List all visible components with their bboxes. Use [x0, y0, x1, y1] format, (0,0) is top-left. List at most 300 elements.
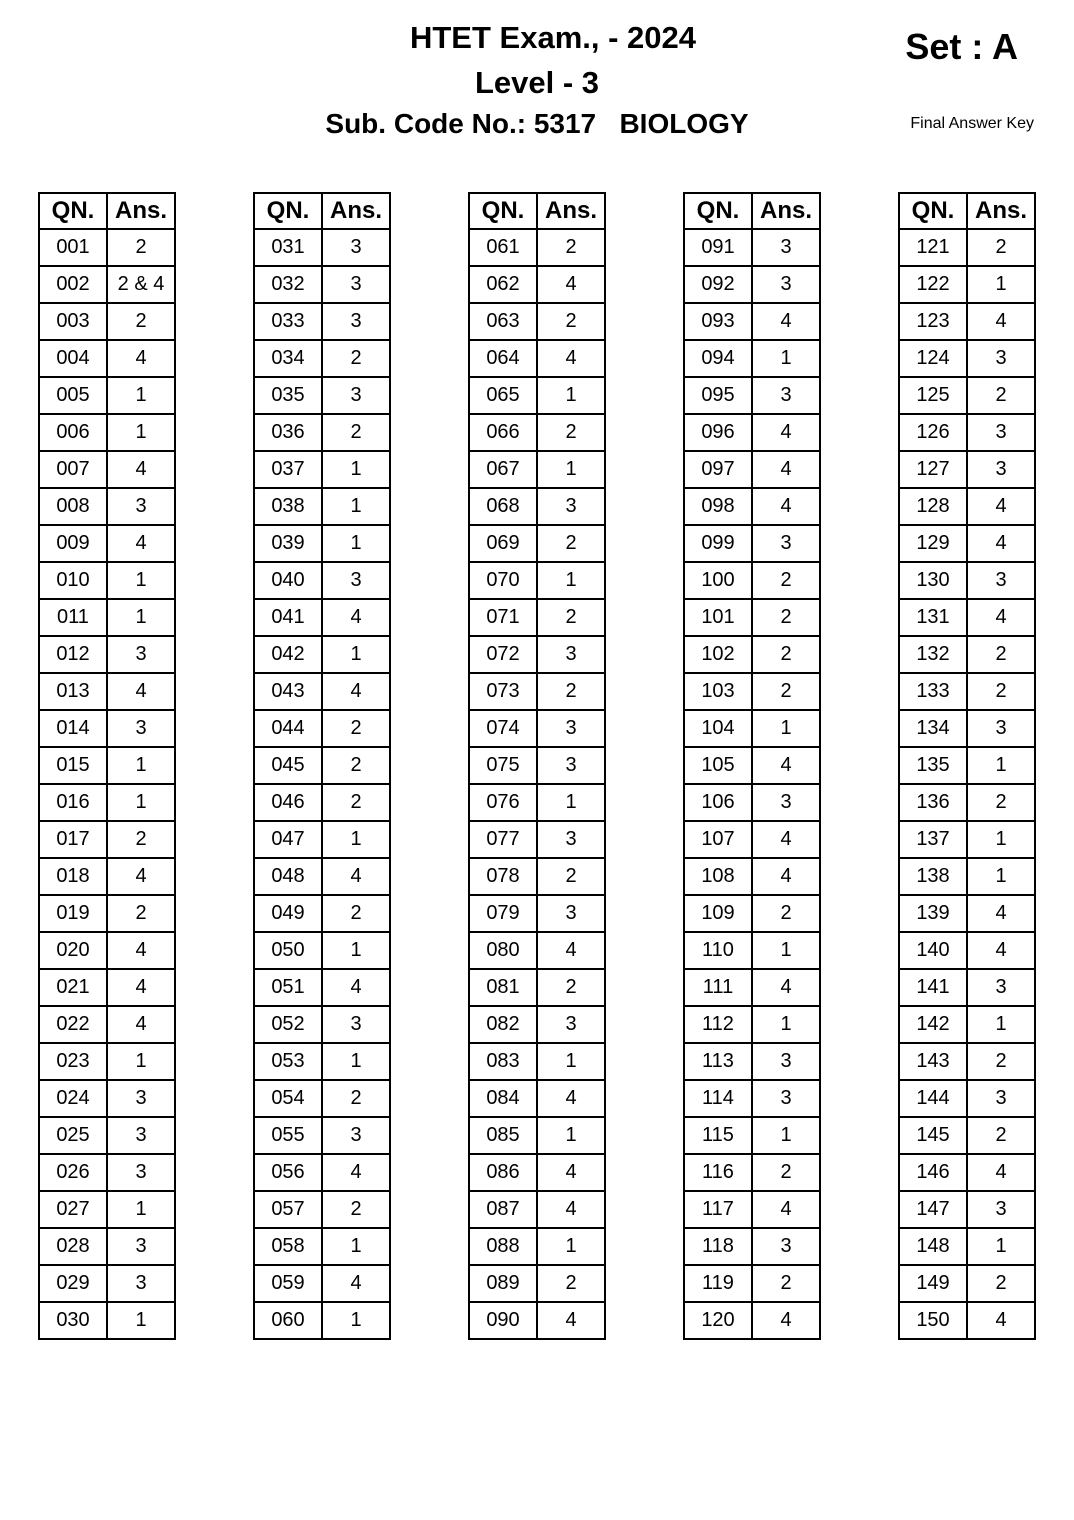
answer-value: 1 — [107, 1191, 175, 1228]
answer-value: 3 — [967, 1080, 1035, 1117]
answer-value: 1 — [107, 599, 175, 636]
table-row — [469, 1228, 605, 1265]
answer-value: 3 — [537, 895, 605, 932]
table-row — [684, 303, 820, 340]
answer-value: 2 — [537, 858, 605, 895]
answer-value: 3 — [322, 1117, 390, 1154]
question-number: 118 — [684, 1228, 752, 1265]
answer-value: 4 — [107, 932, 175, 969]
table-row — [254, 636, 390, 673]
table-row — [39, 562, 175, 599]
question-number: 045 — [254, 747, 322, 784]
answer-value: 3 — [752, 1228, 820, 1265]
question-number: 069 — [469, 525, 537, 562]
answer-value: 3 — [537, 636, 605, 673]
ans-header: Ans. — [537, 193, 605, 229]
answer-value: 1 — [537, 784, 605, 821]
question-number: 106 — [684, 784, 752, 821]
answer-value: 2 — [752, 895, 820, 932]
table-row — [39, 1302, 175, 1339]
answer-value: 3 — [967, 340, 1035, 377]
question-number: 026 — [39, 1154, 107, 1191]
question-number: 073 — [469, 673, 537, 710]
answer-value: 2 — [537, 599, 605, 636]
table-row — [684, 969, 820, 1006]
answer-value: 2 — [967, 1117, 1035, 1154]
question-number: 148 — [899, 1228, 967, 1265]
table-row — [254, 525, 390, 562]
question-number: 055 — [254, 1117, 322, 1154]
table-row — [899, 821, 1035, 858]
question-number: 019 — [39, 895, 107, 932]
table-row — [899, 1043, 1035, 1080]
table-row — [469, 1006, 605, 1043]
answer-value: 3 — [322, 303, 390, 340]
answer-value: 1 — [322, 488, 390, 525]
answer-value: 1 — [752, 1006, 820, 1043]
table-row — [469, 858, 605, 895]
answer-value: 3 — [752, 229, 820, 266]
question-number: 029 — [39, 1265, 107, 1302]
answer-value: 2 — [107, 821, 175, 858]
answer-value: 4 — [537, 1302, 605, 1339]
question-number: 003 — [39, 303, 107, 340]
answer-value: 1 — [322, 451, 390, 488]
table-row — [469, 1043, 605, 1080]
answer-value: 1 — [752, 1117, 820, 1154]
answer-value: 2 — [322, 340, 390, 377]
answer-value: 3 — [537, 821, 605, 858]
table-row — [39, 858, 175, 895]
question-number: 040 — [254, 562, 322, 599]
question-number: 009 — [39, 525, 107, 562]
answer-value: 3 — [752, 784, 820, 821]
table-row — [39, 821, 175, 858]
question-number: 015 — [39, 747, 107, 784]
question-number: 092 — [684, 266, 752, 303]
qn-header: QN. — [254, 193, 322, 229]
table-row — [254, 710, 390, 747]
table-row — [254, 303, 390, 340]
question-number: 051 — [254, 969, 322, 1006]
table-row — [254, 377, 390, 414]
answer-value: 4 — [107, 673, 175, 710]
table-row — [254, 1302, 390, 1339]
answer-value: 4 — [967, 1302, 1035, 1339]
table-row — [39, 747, 175, 784]
answer-value: 2 — [322, 895, 390, 932]
table-row — [39, 340, 175, 377]
question-number: 001 — [39, 229, 107, 266]
table-row — [684, 636, 820, 673]
answer-value: 2 — [537, 1265, 605, 1302]
answer-value: 2 — [967, 377, 1035, 414]
answer-value: 1 — [322, 1302, 390, 1339]
question-number: 068 — [469, 488, 537, 525]
qn-header: QN. — [469, 193, 537, 229]
table-row — [899, 303, 1035, 340]
answer-value: 1 — [967, 1228, 1035, 1265]
table-row — [684, 599, 820, 636]
level-title: Level - 3 — [474, 65, 600, 100]
table-header-row — [684, 193, 820, 229]
answer-value: 3 — [107, 710, 175, 747]
answer-value: 3 — [322, 266, 390, 303]
question-number: 056 — [254, 1154, 322, 1191]
table-row — [254, 414, 390, 451]
answer-value: 1 — [967, 266, 1035, 303]
answer-value: 2 — [537, 303, 605, 340]
answer-value: 4 — [967, 895, 1035, 932]
ans-header: Ans. — [967, 193, 1035, 229]
answer-value: 1 — [967, 1006, 1035, 1043]
question-number: 049 — [254, 895, 322, 932]
question-number: 102 — [684, 636, 752, 673]
answer-value: 4 — [537, 1154, 605, 1191]
answer-value: 4 — [322, 969, 390, 1006]
table-row — [39, 451, 175, 488]
question-number: 141 — [899, 969, 967, 1006]
table-row — [39, 414, 175, 451]
question-number: 053 — [254, 1043, 322, 1080]
answer-value: 2 — [537, 673, 605, 710]
answer-value: 2 — [537, 969, 605, 1006]
question-number: 126 — [899, 414, 967, 451]
question-number: 134 — [899, 710, 967, 747]
answer-value: 4 — [322, 1265, 390, 1302]
answer-value: 4 — [322, 1154, 390, 1191]
question-number: 121 — [899, 229, 967, 266]
question-number: 107 — [684, 821, 752, 858]
table-row — [684, 1191, 820, 1228]
question-number: 062 — [469, 266, 537, 303]
answer-value: 4 — [752, 821, 820, 858]
table-row — [899, 525, 1035, 562]
table-row — [254, 747, 390, 784]
table-row — [684, 377, 820, 414]
question-number: 043 — [254, 673, 322, 710]
answer-value: 2 — [322, 1080, 390, 1117]
answer-value: 3 — [967, 414, 1035, 451]
table-row — [684, 340, 820, 377]
table-row — [469, 821, 605, 858]
table-row — [899, 1080, 1035, 1117]
table-row — [469, 1265, 605, 1302]
answer-value: 1 — [322, 1228, 390, 1265]
question-number: 066 — [469, 414, 537, 451]
question-number: 032 — [254, 266, 322, 303]
question-number: 095 — [684, 377, 752, 414]
table-row — [899, 414, 1035, 451]
table-row — [899, 229, 1035, 266]
answer-value: 4 — [752, 488, 820, 525]
question-number: 060 — [254, 1302, 322, 1339]
table-row — [899, 599, 1035, 636]
table-row — [899, 1154, 1035, 1191]
answer-value: 3 — [107, 1154, 175, 1191]
question-number: 144 — [899, 1080, 967, 1117]
question-number: 132 — [899, 636, 967, 673]
question-number: 093 — [684, 303, 752, 340]
answer-value: 4 — [322, 599, 390, 636]
answer-value: 1 — [967, 858, 1035, 895]
answer-value: 2 — [322, 1191, 390, 1228]
question-number: 011 — [39, 599, 107, 636]
question-number: 120 — [684, 1302, 752, 1339]
table-row — [899, 636, 1035, 673]
question-number: 088 — [469, 1228, 537, 1265]
table-row — [469, 451, 605, 488]
question-number: 058 — [254, 1228, 322, 1265]
table-row — [469, 266, 605, 303]
answer-value: 4 — [752, 969, 820, 1006]
question-number: 123 — [899, 303, 967, 340]
answer-value: 1 — [967, 747, 1035, 784]
question-number: 059 — [254, 1265, 322, 1302]
answer-value: 1 — [107, 414, 175, 451]
answer-value: 2 — [967, 636, 1035, 673]
table-row — [469, 562, 605, 599]
question-number: 064 — [469, 340, 537, 377]
question-number: 042 — [254, 636, 322, 673]
answer-value: 1 — [322, 821, 390, 858]
answer-value: 1 — [752, 340, 820, 377]
answer-value: 4 — [537, 932, 605, 969]
answer-value: 4 — [107, 451, 175, 488]
table-row — [469, 229, 605, 266]
answer-value: 3 — [537, 1006, 605, 1043]
table-row — [684, 1154, 820, 1191]
table-row — [899, 488, 1035, 525]
answer-value: 3 — [752, 377, 820, 414]
question-number: 036 — [254, 414, 322, 451]
answer-value: 4 — [107, 340, 175, 377]
table-row — [469, 1117, 605, 1154]
question-number: 143 — [899, 1043, 967, 1080]
answer-value: 1 — [107, 784, 175, 821]
table-row — [469, 1302, 605, 1339]
answer-value: 1 — [537, 1043, 605, 1080]
question-number: 146 — [899, 1154, 967, 1191]
question-number: 086 — [469, 1154, 537, 1191]
answer-value: 2 — [322, 784, 390, 821]
answer-value: 2 — [537, 525, 605, 562]
question-number: 149 — [899, 1265, 967, 1302]
table-row — [469, 414, 605, 451]
answer-value: 1 — [752, 710, 820, 747]
question-number: 004 — [39, 340, 107, 377]
table-row — [899, 451, 1035, 488]
question-number: 050 — [254, 932, 322, 969]
answer-value: 1 — [107, 562, 175, 599]
answer-value: 3 — [322, 562, 390, 599]
question-number: 057 — [254, 1191, 322, 1228]
question-number: 100 — [684, 562, 752, 599]
answer-value: 4 — [752, 747, 820, 784]
question-number: 103 — [684, 673, 752, 710]
answer-key-label: Final Answer Key — [910, 115, 1034, 132]
table-row — [39, 377, 175, 414]
table-row — [254, 858, 390, 895]
table-row — [899, 895, 1035, 932]
table-row — [469, 932, 605, 969]
table-row — [254, 969, 390, 1006]
table-row — [39, 895, 175, 932]
question-number: 027 — [39, 1191, 107, 1228]
question-number: 119 — [684, 1265, 752, 1302]
question-number: 115 — [684, 1117, 752, 1154]
answer-value: 4 — [107, 1006, 175, 1043]
table-row — [469, 969, 605, 1006]
table-row — [254, 340, 390, 377]
answer-value: 4 — [537, 1080, 605, 1117]
answer-value: 3 — [967, 969, 1035, 1006]
question-number: 083 — [469, 1043, 537, 1080]
table-row — [254, 1043, 390, 1080]
question-number: 096 — [684, 414, 752, 451]
question-number: 014 — [39, 710, 107, 747]
table-row — [469, 895, 605, 932]
table-row — [39, 525, 175, 562]
question-number: 128 — [899, 488, 967, 525]
table-row — [254, 488, 390, 525]
table-row — [684, 747, 820, 784]
question-number: 087 — [469, 1191, 537, 1228]
question-number: 122 — [899, 266, 967, 303]
answer-value: 1 — [967, 821, 1035, 858]
answer-table-1 — [38, 192, 176, 1340]
answer-value: 4 — [107, 969, 175, 1006]
answer-value: 3 — [752, 525, 820, 562]
answer-value: 4 — [967, 1154, 1035, 1191]
answer-value: 1 — [107, 1043, 175, 1080]
answer-value: 2 — [967, 784, 1035, 821]
table-row — [39, 932, 175, 969]
table-row — [254, 1006, 390, 1043]
answer-value: 3 — [107, 1265, 175, 1302]
question-number: 033 — [254, 303, 322, 340]
question-number: 016 — [39, 784, 107, 821]
question-number: 076 — [469, 784, 537, 821]
table-row — [469, 673, 605, 710]
table-header-row — [469, 193, 605, 229]
question-number: 010 — [39, 562, 107, 599]
table-row — [254, 1228, 390, 1265]
table-row — [254, 266, 390, 303]
table-row — [899, 1117, 1035, 1154]
question-number: 072 — [469, 636, 537, 673]
table-row — [899, 1006, 1035, 1043]
question-number: 116 — [684, 1154, 752, 1191]
table-row — [899, 1228, 1035, 1265]
table-row — [39, 784, 175, 821]
question-number: 139 — [899, 895, 967, 932]
answer-value: 1 — [322, 932, 390, 969]
question-number: 091 — [684, 229, 752, 266]
answer-value: 3 — [107, 1117, 175, 1154]
answer-value: 2 — [752, 673, 820, 710]
answer-value: 1 — [322, 636, 390, 673]
answer-value: 2 & 4 — [107, 266, 175, 303]
table-row — [39, 673, 175, 710]
question-number: 104 — [684, 710, 752, 747]
set-label: Set : A — [905, 26, 1018, 67]
answer-value: 3 — [967, 1191, 1035, 1228]
table-row — [899, 562, 1035, 599]
table-row — [899, 969, 1035, 1006]
answer-value: 4 — [967, 488, 1035, 525]
table-row — [39, 1006, 175, 1043]
qn-header: QN. — [899, 193, 967, 229]
question-number: 138 — [899, 858, 967, 895]
table-row — [39, 1265, 175, 1302]
answer-value: 3 — [752, 1043, 820, 1080]
question-number: 131 — [899, 599, 967, 636]
question-number: 150 — [899, 1302, 967, 1339]
answer-value: 3 — [107, 636, 175, 673]
question-number: 110 — [684, 932, 752, 969]
table-row — [684, 1080, 820, 1117]
question-number: 018 — [39, 858, 107, 895]
table-row — [254, 821, 390, 858]
question-number: 039 — [254, 525, 322, 562]
question-number: 133 — [899, 673, 967, 710]
answer-value: 4 — [537, 340, 605, 377]
question-number: 061 — [469, 229, 537, 266]
answer-value: 3 — [967, 562, 1035, 599]
table-row — [469, 525, 605, 562]
question-number: 135 — [899, 747, 967, 784]
question-number: 035 — [254, 377, 322, 414]
exam-title: HTET Exam., - 2024 — [409, 20, 696, 55]
answer-value: 4 — [752, 414, 820, 451]
table-row — [684, 784, 820, 821]
answer-value: 4 — [752, 451, 820, 488]
answer-value: 1 — [752, 932, 820, 969]
question-number: 129 — [899, 525, 967, 562]
table-row — [899, 1191, 1035, 1228]
question-number: 024 — [39, 1080, 107, 1117]
answer-value: 1 — [107, 1302, 175, 1339]
table-row — [684, 229, 820, 266]
question-number: 070 — [469, 562, 537, 599]
table-row — [684, 414, 820, 451]
question-number: 008 — [39, 488, 107, 525]
table-row — [899, 1265, 1035, 1302]
table-row — [39, 636, 175, 673]
table-row — [899, 710, 1035, 747]
answer-value: 3 — [537, 747, 605, 784]
question-number: 094 — [684, 340, 752, 377]
answer-value: 2 — [107, 303, 175, 340]
answer-value: 4 — [967, 303, 1035, 340]
question-number: 101 — [684, 599, 752, 636]
answer-value: 3 — [967, 710, 1035, 747]
answer-value: 2 — [107, 229, 175, 266]
table-row — [684, 821, 820, 858]
subject-code-title: Sub. Code No.: 5317 BIOLOGY — [325, 108, 749, 139]
table-row — [684, 895, 820, 932]
table-row — [899, 673, 1035, 710]
answer-value: 1 — [107, 377, 175, 414]
table-row — [39, 488, 175, 525]
question-number: 108 — [684, 858, 752, 895]
table-row — [684, 710, 820, 747]
table-row — [39, 1080, 175, 1117]
question-number: 113 — [684, 1043, 752, 1080]
answer-value: 4 — [537, 266, 605, 303]
answer-value: 3 — [537, 710, 605, 747]
